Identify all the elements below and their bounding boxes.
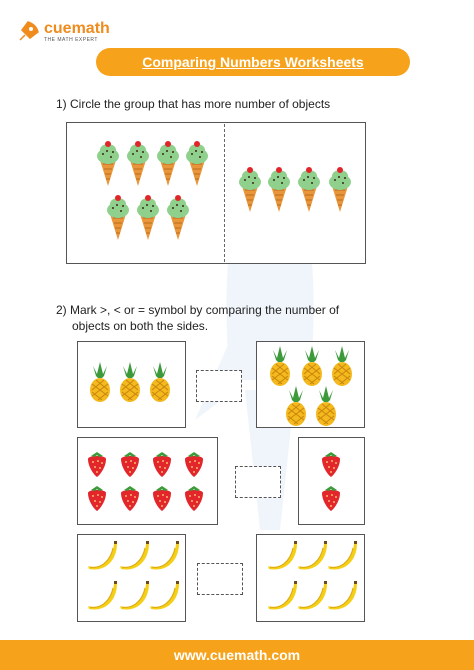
ice-cream-cone-icon [267, 166, 291, 212]
page-title: Comparing Numbers Worksheets [142, 54, 364, 70]
rocket-logo-icon [16, 20, 40, 44]
ice-cream-cone-icon [126, 140, 150, 186]
cuemath-logo [16, 20, 110, 44]
strawberry-icon [119, 451, 141, 477]
question-2-text: Mark >, < or = symbol by comparing the number of [70, 303, 340, 317]
footer-url: www.cuemath.com [173, 647, 301, 663]
strawberry-icon [119, 485, 141, 511]
question-2 [56, 302, 339, 334]
pineapple-icon [118, 362, 142, 402]
question-1-text: Circle the group that has more number of objects [70, 97, 331, 111]
question-1 [56, 96, 330, 112]
pineapple-icon [88, 362, 112, 402]
pineapple-icon [330, 346, 354, 386]
ice-cream-cone-icon [297, 166, 321, 212]
strawberry-icon [320, 451, 342, 477]
question-2-text-line2: objects on both the sides. [72, 319, 209, 333]
banana-icon [266, 580, 298, 610]
ice-cream-cone-icon [185, 140, 209, 186]
pineapple-icon [284, 386, 308, 426]
question-1-number: 1) [56, 97, 67, 111]
q2-row1-answer-box[interactable] [196, 370, 242, 402]
pineapple-icon [314, 386, 338, 426]
ice-cream-cone-icon [136, 194, 160, 240]
ice-cream-cone-icon [166, 194, 190, 240]
ice-cream-cone-icon [96, 140, 120, 186]
strawberry-icon [86, 451, 108, 477]
question-2-number: 2) [56, 303, 67, 317]
ice-cream-cone-icon [328, 166, 352, 212]
strawberry-icon [151, 451, 173, 477]
title-banner [96, 48, 410, 76]
ice-cream-cone-icon [106, 194, 130, 240]
strawberry-icon [151, 485, 173, 511]
strawberry-icon [86, 485, 108, 511]
strawberry-icon [320, 485, 342, 511]
banana-icon [326, 580, 358, 610]
strawberry-icon [183, 451, 205, 477]
pineapple-icon [300, 346, 324, 386]
strawberry-icon [183, 485, 205, 511]
q2-row2-answer-box[interactable] [235, 466, 281, 498]
banana-icon [266, 540, 298, 570]
pineapple-icon [268, 346, 292, 386]
q1-divider [224, 124, 225, 262]
banana-icon [296, 580, 328, 610]
footer-bar [0, 640, 474, 670]
logo-name: cuemath [44, 19, 110, 37]
pineapple-icon [148, 362, 172, 402]
logo-tagline: THE MATH EXPERT [44, 36, 98, 43]
ice-cream-cone-icon [238, 166, 262, 212]
banana-icon [296, 540, 328, 570]
banana-icon [118, 540, 150, 570]
banana-icon [148, 580, 180, 610]
banana-icon [86, 540, 118, 570]
ice-cream-cone-icon [156, 140, 180, 186]
banana-icon [148, 540, 180, 570]
banana-icon [118, 580, 150, 610]
q2-row3-answer-box[interactable] [197, 563, 243, 595]
banana-icon [326, 540, 358, 570]
banana-icon [86, 580, 118, 610]
